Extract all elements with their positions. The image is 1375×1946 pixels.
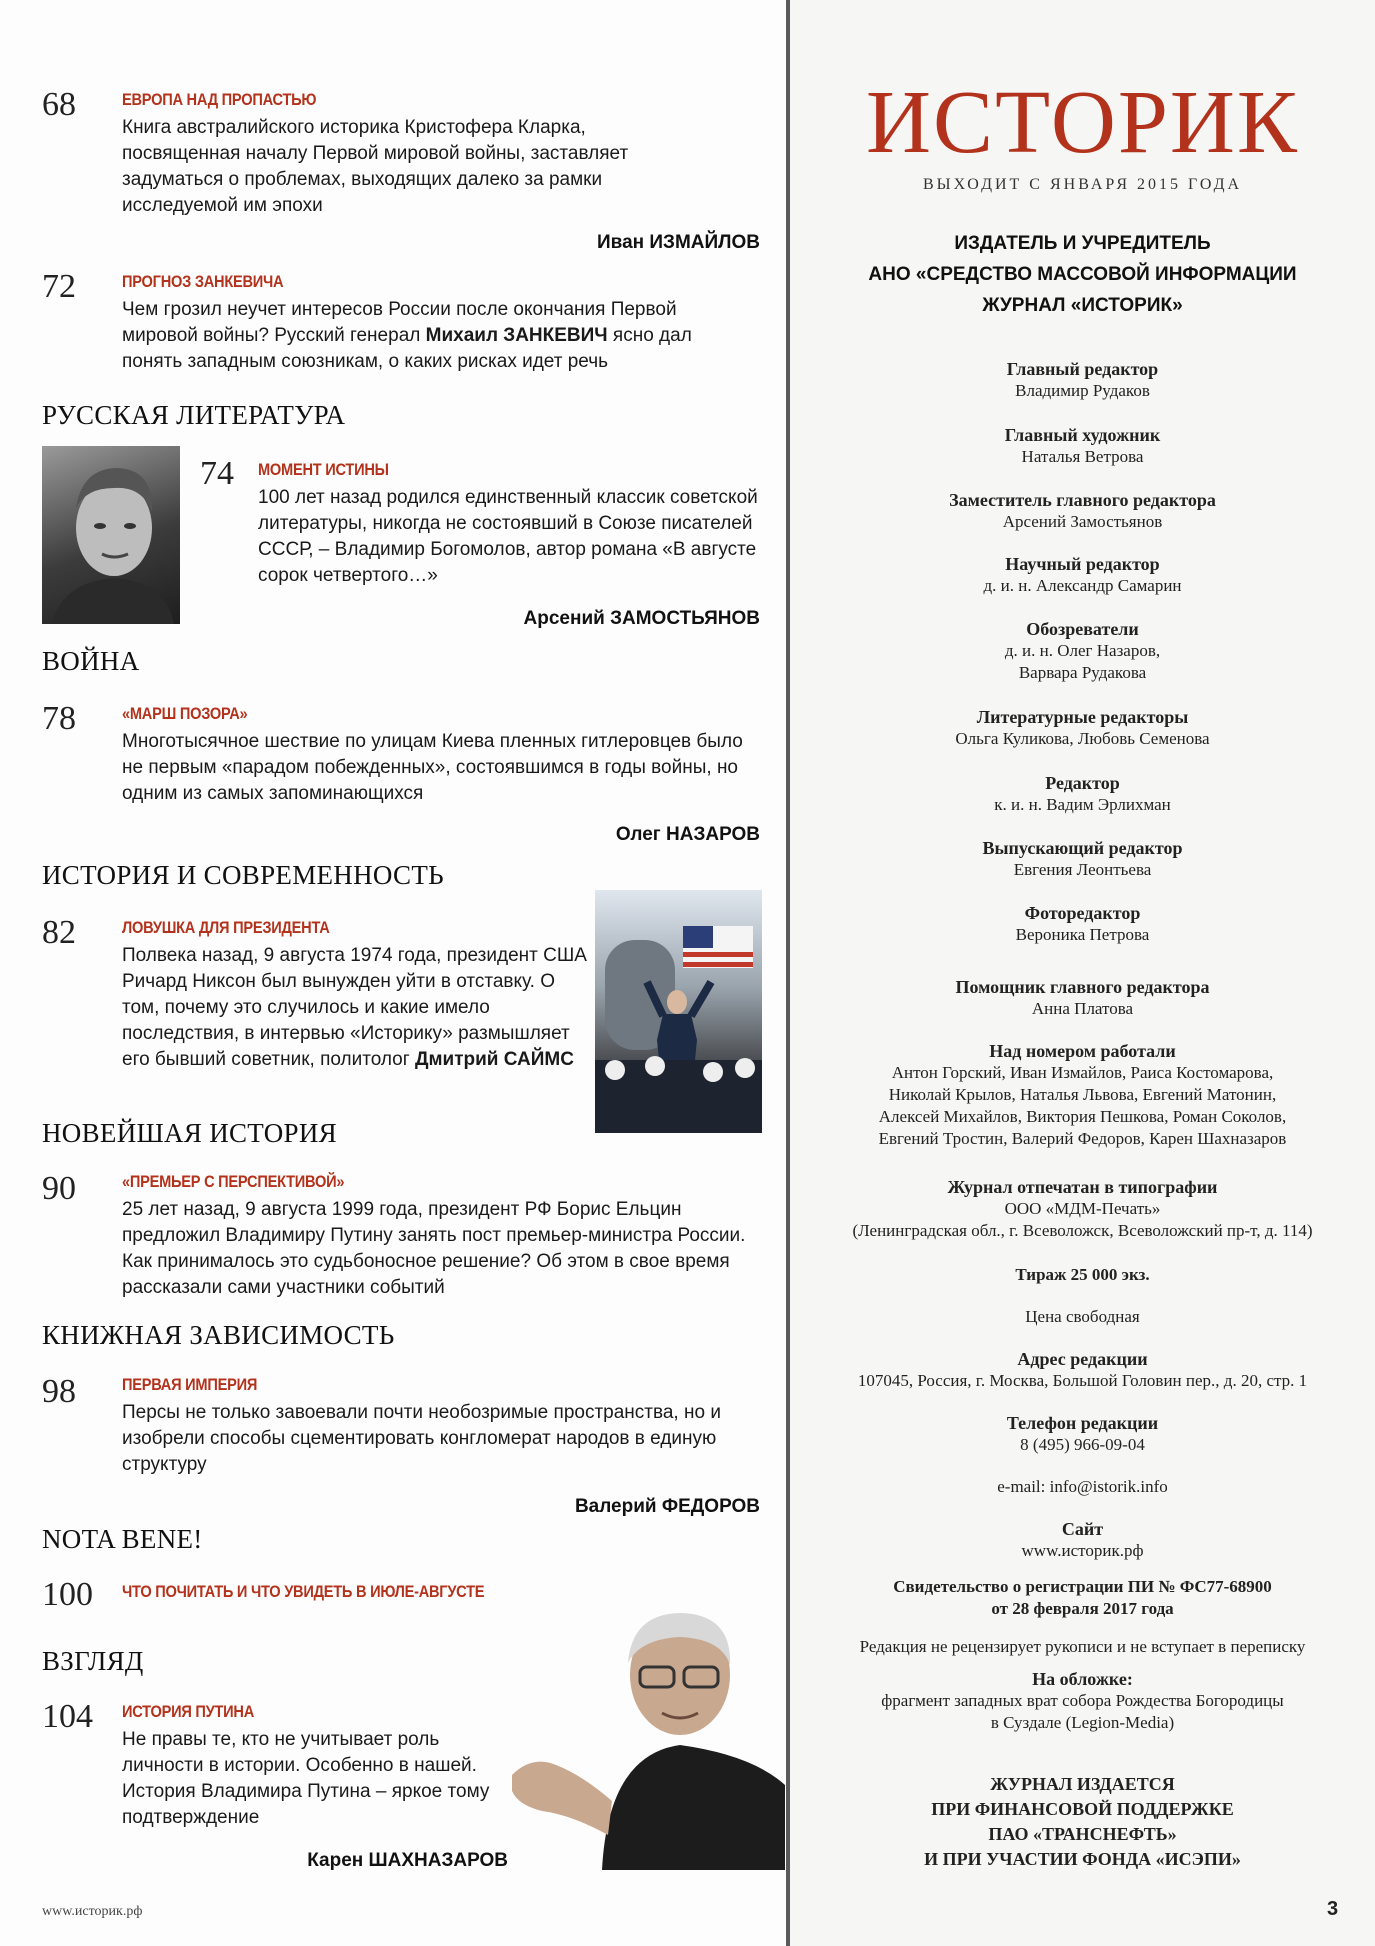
credit-science-editor: Научный редактор д. и. н. Александр Самарин	[983, 554, 1182, 595]
page-number: 72	[42, 268, 76, 305]
author-photo-bogomolov	[42, 446, 180, 624]
article-title[interactable]: ИСТОРИЯ ПУТИНА	[122, 1702, 255, 1721]
page-number: 100	[42, 1576, 93, 1613]
credit-managing-editor: Выпускающий редактор Евгения Леонтьева	[982, 838, 1183, 879]
article-title[interactable]: ПРОГНОЗ ЗАНКЕВИЧА	[122, 272, 284, 291]
page-number: 78	[42, 700, 76, 737]
page-number-footer: 3	[1327, 1898, 1339, 1920]
article-text: Многотысячное шествие по улицам Киева пленных гитлеровцев было не первым «парадом побежденных», состоявшимся в годы войны, но одним из самых запоминающихся	[122, 731, 743, 804]
credit-literary-editors: Литературные редакторы Ольга Куликова, Любовь Семенова	[955, 707, 1210, 748]
credit-printer: Журнал отпечатан в типографии ООО «МДМ-Печать» (Ленинградская обл., г. Всеволожск, Всеволожский пр-т, д. 114)	[852, 1177, 1313, 1240]
footer-site: www.историк.рф	[42, 1904, 143, 1919]
article-title[interactable]: ЧТО ПОЧИТАТЬ И ЧТО УВИДЕТЬ В ИЮЛЕ-АВГУСТЕ	[122, 1582, 485, 1601]
article-title[interactable]: ЕВРОПА НАД ПРОПАСТЬЮ	[122, 90, 317, 109]
article-title[interactable]: «МАРШ ПОЗОРА»	[122, 704, 248, 723]
article-author: Валерий ФЕДОРОВ	[574, 1496, 760, 1517]
publisher-block: ИЗДАТЕЛЬ И УЧРЕДИТЕЛЬ АНО «СРЕДСТВО МАССОВОЙ ИНФОРМАЦИИ ЖУРНАЛ «ИСТОРИК»	[868, 233, 1297, 316]
address-block: Адрес редакции 107045, Россия, г. Москва, Большой Головин пер., д. 20, стр. 1	[857, 1349, 1308, 1390]
article-text: Книга австралийского историка Кристофера Кларка, посвященная началу Первой мировой войны, заставляет задуматься о проблемах, выходящих далеко за рамки исследуемой им эпохи	[122, 117, 629, 216]
circulation: Тираж 25 000 экз.	[1015, 1265, 1150, 1284]
article-author: Карен ШАХНАЗАРОВ	[307, 1850, 508, 1871]
article-title[interactable]: ПЕРВАЯ ИМПЕРИЯ	[122, 1375, 258, 1394]
page-number: 74	[200, 455, 234, 492]
credit-photo-editor: Фоторедактор Вероника Петрова	[1015, 903, 1150, 944]
credit-contributors: Над номером работали Антон Горский, Иван Измайлов, Раиса Костомарова, Николай Крылов, Наталья Львова, Евгений Матонин, Алексей Михайлов, Виктория Пешкова, Роман Соколов, Евгений Тростин, Валерий Федоров, Карен Шахназаров	[878, 1041, 1287, 1148]
article-title[interactable]: «ПРЕМЬЕР С ПЕРСПЕКТИВОЙ»	[122, 1172, 345, 1191]
article-author: Арсений ЗАМОСТЬЯНОВ	[523, 608, 760, 629]
disclaimer: Редакция не рецензирует рукописи и не вступает в переписку	[859, 1637, 1306, 1656]
article-text: Не правы те, кто не учитывает роль личности в истории. Особенно в нашей. История Владимира Путина – яркое тому подтверждение	[122, 1729, 490, 1828]
credit-assistant: Помощник главного редактора Анна Платова	[955, 977, 1210, 1018]
credit-chief-editor: Главный редактор Владимир Рудаков	[1006, 359, 1159, 400]
article-author: Олег НАЗАРОВ	[615, 824, 760, 845]
page-number: 90	[42, 1170, 76, 1207]
phone-block: Телефон редакции 8 (495) 966-09-04	[1006, 1413, 1159, 1454]
credit-deputy-editor: Заместитель главного редактора Арсений Замостьянов	[949, 490, 1216, 531]
article-author: Иван ИЗМАЙЛОВ	[596, 232, 760, 253]
magazine-logo: ИСТОРИК	[866, 73, 1299, 172]
article-text: 100 лет назад родился единственный классик советской литературы, никогда не состоявший в Союзе писателей СССР, – Владимир Богомолов, автор романа «В августе сорок четвертого…»	[258, 487, 758, 586]
article-text: Персы не только завоевали почти необозримые пространства, но и изобрели способы сцементировать конгломерат народов в единую структуру	[122, 1402, 721, 1475]
credit-columnists: Обозреватели д. и. н. Олег Назаров, Варвара Рудакова	[1004, 619, 1161, 682]
section-heading: КНИЖНАЯ ЗАВИСИМОСТЬ	[42, 1320, 395, 1350]
nixon-photo	[595, 890, 762, 1133]
since-line: ВЫХОДИТ С ЯНВАРЯ 2015 ГОДА	[922, 176, 1243, 193]
masthead-column	[790, 0, 1375, 1946]
section-heading: ВЗГЛЯД	[42, 1646, 144, 1676]
registration: Свидетельство о регистрации ПИ № ФС77-68900 от 28 февраля 2017 года	[893, 1577, 1272, 1618]
section-heading: РУССКАЯ ЛИТЕРАТУРА	[42, 400, 346, 430]
support-note: ЖУРНАЛ ИЗДАЕТСЯ ПРИ ФИНАНСОВОЙ ПОДДЕРЖКЕ ПАО «ТРАНСНЕФТЬ» И ПРИ УЧАСТИИ ФОНДА «ИСЭПИ»	[924, 1774, 1241, 1869]
article-text: Полвека назад, 9 августа 1974 года, президент США Ричард Никсон был вынужден уйти в отставку. О том, почему это случилось и какие имело последствия, в интервью «Историку» размышляет его бывший советник, политолог Дмитрий САЙМС	[122, 945, 587, 1070]
section-heading: НОВЕЙШАЯ ИСТОРИЯ	[42, 1118, 337, 1148]
article-title[interactable]: МОМЕНТ ИСТИНЫ	[258, 460, 389, 479]
page-number: 68	[42, 86, 76, 123]
shakhnazarov-photo	[512, 1605, 785, 1870]
price: Цена свободная	[1025, 1307, 1140, 1326]
page-number: 104	[42, 1698, 93, 1735]
credit-chief-artist: Главный художник Наталья Ветрова	[1004, 425, 1161, 466]
email[interactable]: e-mail: info@istorik.info	[997, 1477, 1168, 1496]
article-text: Чем грозил неучет интересов России после окончания Первой мировой войны? Русский генерал Михаил ЗАНКЕВИЧ ясно дал понять западным союзникам, о каких рисках идет речь	[122, 299, 692, 372]
cover-note: На обложке: фрагмент западных врат собора Рождества Богородицы в Суздале (Legion-Media)	[881, 1669, 1284, 1732]
article-title[interactable]: ЛОВУШКА ДЛЯ ПРЕЗИДЕНТА	[122, 918, 330, 937]
section-heading: ВОЙНА	[42, 646, 140, 676]
page-number: 82	[42, 914, 76, 951]
site-block: Сайт www.историк.рф	[1021, 1519, 1144, 1560]
credit-editor: Редактор к. и. н. Вадим Эрлихман	[994, 773, 1171, 814]
page-number: 98	[42, 1373, 76, 1410]
article-text: 25 лет назад, 9 августа 1999 года, президент РФ Борис Ельцин предложил Владимиру Путину занять пост премьер-министра России. Как принималось это судьбоносное решение? Об этом в свое время рассказали сами участники событий	[122, 1199, 746, 1298]
section-heading: NOTA BENE!	[42, 1524, 203, 1554]
section-heading: ИСТОРИЯ И СОВРЕМЕННОСТЬ	[42, 860, 444, 890]
